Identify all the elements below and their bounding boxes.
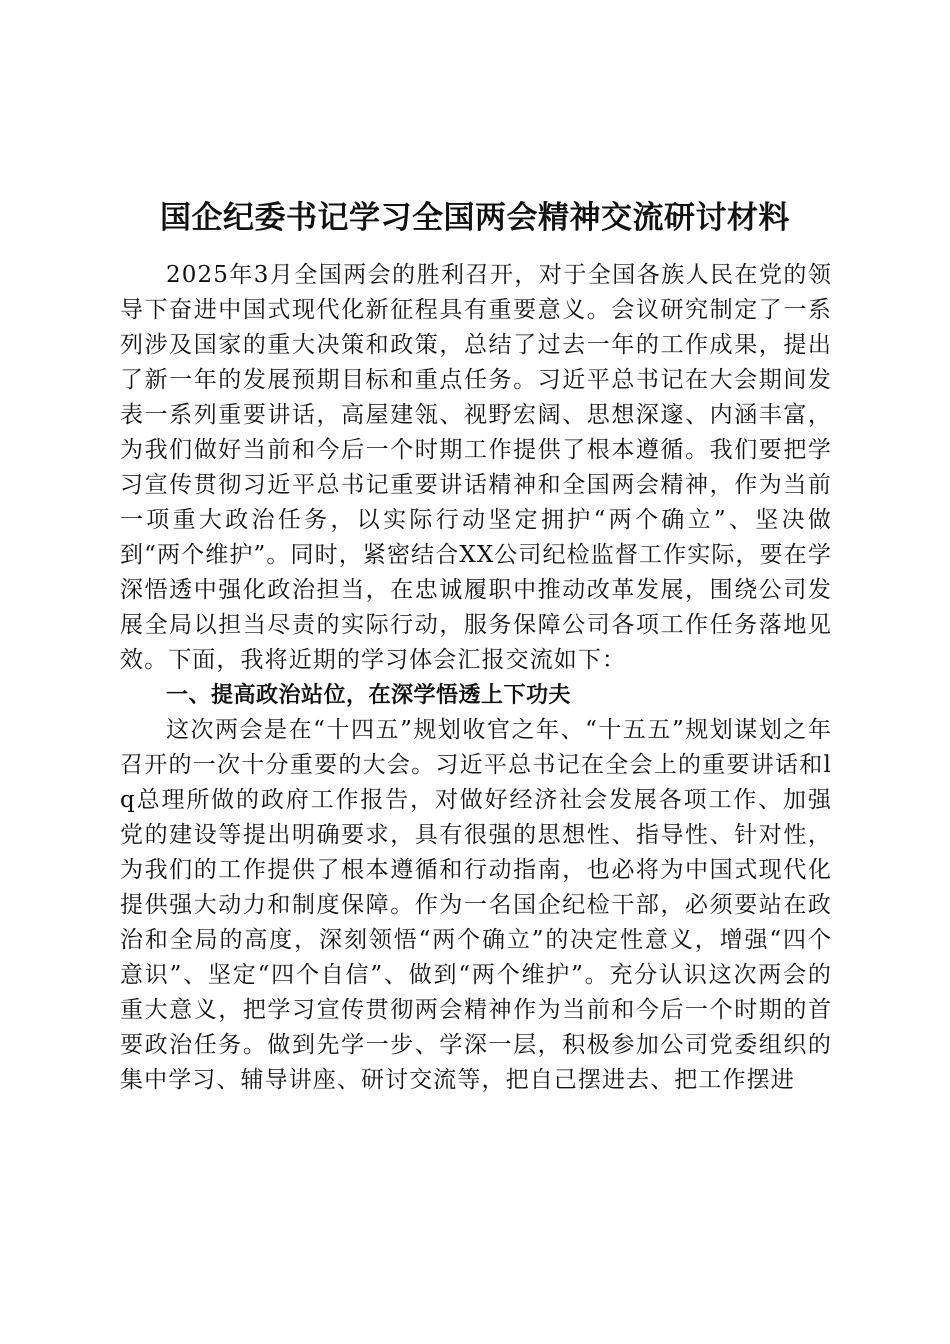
section-heading-1: 一、提高政治站位，在深学悟透上下功夫: [166, 683, 572, 708]
section-1-paragraph: 这次两会是在“十四五”规划收官之年、“十五五”规划谋划之年召开的一次十分重要的大会。习近平总书记在全会上的重要讲话和lq总理所做的政府工作报告，对做好经济社会发展各项工作、加强党的建设等提出明确要求，具有很强的思想性、指导性、针对性，为我们的工作提供了根本遵循和行动指南，也必将为中国式现代化提供强大动力和制度保障。作为一名国企纪检干部，必须要站在政治和全局的高度，深刻领悟“两个确立”的决定性意义，增强“四个意识”、坚定“四个自信”、做到“两个维护”。充分认识这次两会的重大意义，把学习宣传贯彻两会精神作为当前和今后一个时期的首要政治任务。做到先学一步、学深一层，积极参加公司党委组织的集中学习、辅导讲座、研讨交流等，把自己摆进去、把工作摆进: [120, 717, 832, 1093]
intro-paragraph: 2025年3月全国两会的胜利召开，对于全国各族人民在党的领导下奋进中国式现代化新征程具有重要意义。会议研究制定了一系列涉及国家的重大决策和政策，总结了过去一年的工作成果，提出了新一年的发展预期目标和重点任务。习近平总书记在大会期间发表一系列重要讲话，高屋建瓴、视野宏阔、思想深邃、内涵丰富，为我们做好当前和今后一个时期工作提供了根本遵循。我们要把学习宣传贯彻习近平总书记重要讲话精神和全国两会精神，作为当前一项重大政治任务，以实际行动坚定拥护“两个确立”、坚决做到“两个维护”。同时，紧密结合XX公司纪检监督工作实际，要在学深悟透中强化政治担当，在忠诚履职中推动改革发展，围绕公司发展全局以担当尽责的实际行动，服务保障公司各项工作任务落地见效。下面，我将近期的学习体会汇报交流如下：: [120, 262, 832, 673]
document-title: 国企纪委书记学习全国两会精神交流研讨材料: [160, 200, 790, 236]
document-body: [120, 258, 832, 1098]
